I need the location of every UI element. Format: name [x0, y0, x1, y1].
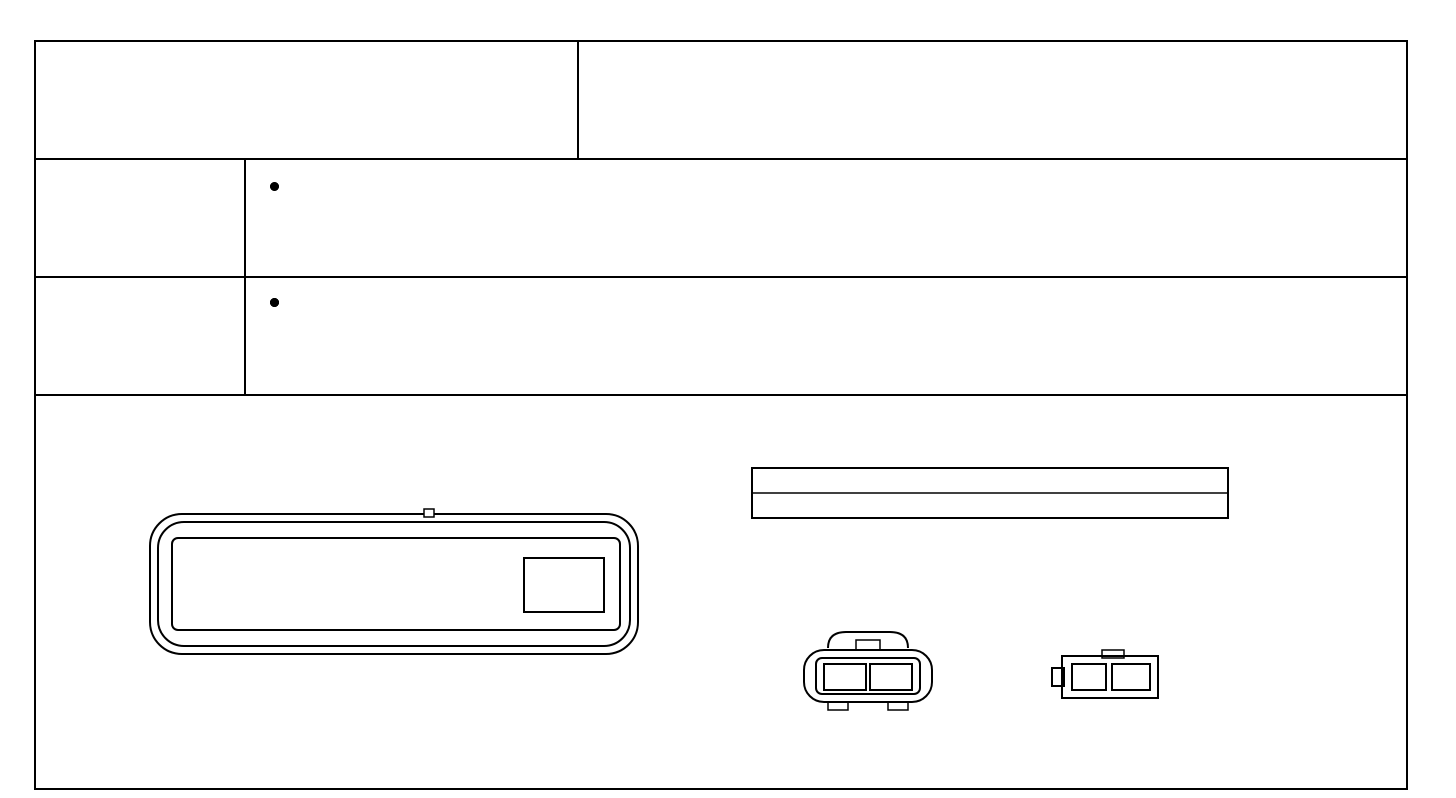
dtc-table: [34, 40, 1408, 790]
row-divider: [36, 276, 1406, 278]
row-divider: [36, 158, 1406, 160]
connector-latch: [424, 509, 434, 517]
connector-outer-shell: [150, 514, 638, 654]
sensor-connector-tab: [856, 640, 880, 650]
sst-connector-diagram: [750, 466, 1230, 522]
sensor-connector-foot: [888, 702, 908, 710]
side-pin-block: [524, 558, 604, 612]
connector-inner-shell: [158, 522, 630, 646]
sensor-pin-box: [1072, 664, 1106, 690]
sensor-connector-foot: [828, 702, 848, 710]
connector-pin-area: [172, 538, 620, 630]
col-divider: [244, 158, 246, 394]
sensor-pin-box: [870, 664, 912, 690]
sensor-connector-shell: [1062, 656, 1158, 698]
row-divider: [36, 394, 1406, 396]
hu-connector-diagram: [146, 508, 646, 658]
col-divider: [577, 42, 579, 158]
sensor-pin-box: [824, 664, 866, 690]
front-sensor-connector: [798, 628, 938, 718]
rear-sensor-connector: [1046, 644, 1166, 704]
sensor-pin-box: [1112, 664, 1150, 690]
